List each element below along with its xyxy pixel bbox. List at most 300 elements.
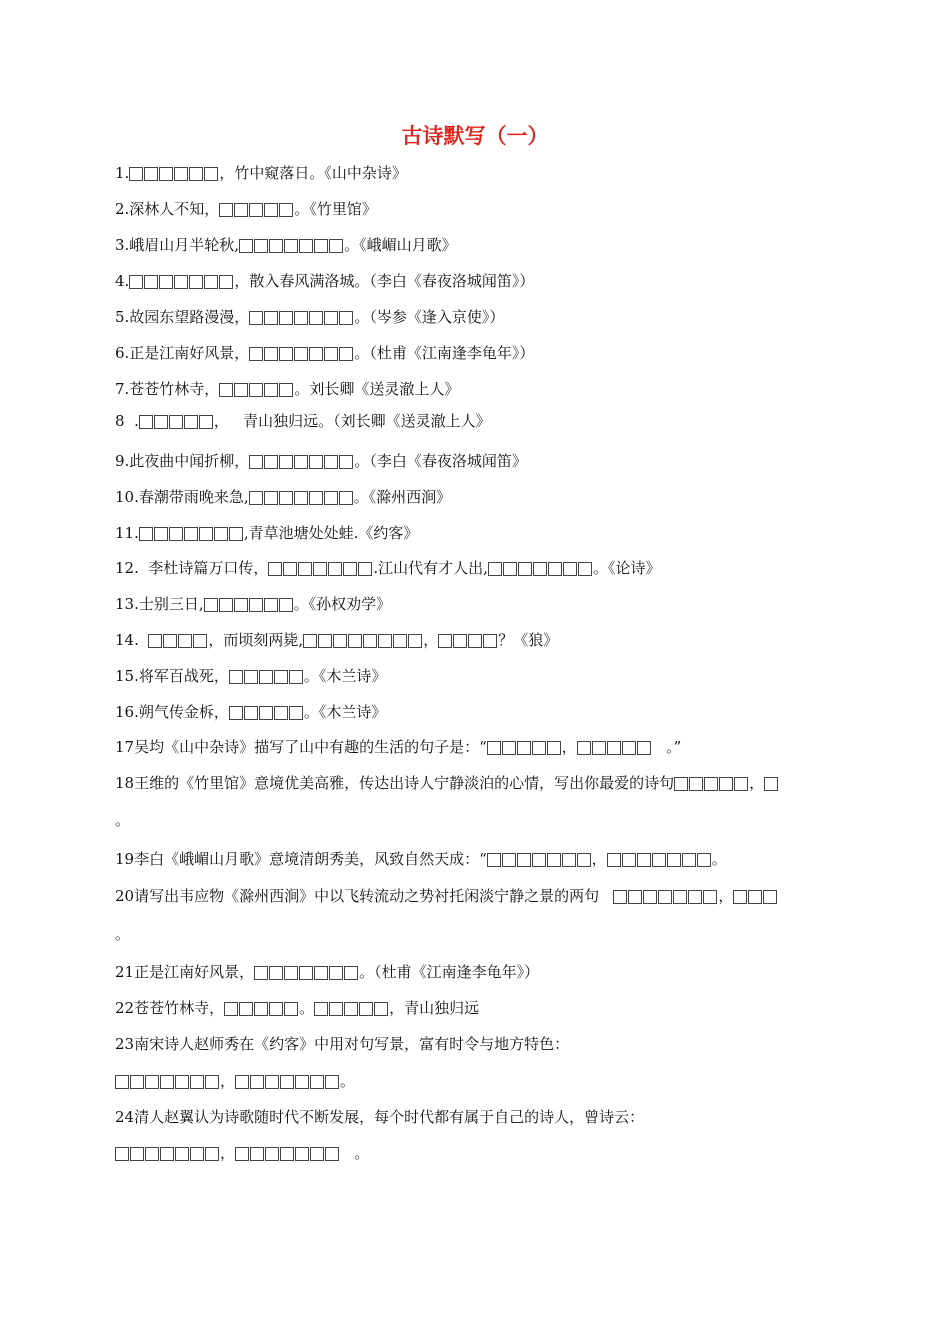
answer-box[interactable] bbox=[502, 853, 516, 867]
answer-box[interactable] bbox=[339, 347, 353, 361]
answer-box[interactable] bbox=[339, 491, 353, 505]
answer-box[interactable] bbox=[294, 491, 308, 505]
answer-box[interactable] bbox=[145, 1075, 159, 1089]
answer-box[interactable] bbox=[689, 777, 703, 791]
answer-box[interactable] bbox=[294, 347, 308, 361]
answer-box[interactable] bbox=[628, 890, 642, 904]
answer-box[interactable] bbox=[163, 634, 177, 648]
answer-box[interactable] bbox=[205, 1075, 219, 1089]
answer-blank[interactable] bbox=[204, 598, 294, 612]
answer-box[interactable] bbox=[548, 562, 562, 576]
answer-box[interactable] bbox=[438, 634, 452, 648]
answer-box[interactable] bbox=[249, 598, 263, 612]
answer-blank[interactable] bbox=[268, 562, 373, 576]
answer-box[interactable] bbox=[295, 1147, 309, 1161]
answer-box[interactable] bbox=[667, 853, 681, 867]
answer-box[interactable] bbox=[234, 598, 248, 612]
answer-box[interactable] bbox=[324, 347, 338, 361]
answer-blank[interactable] bbox=[733, 890, 778, 904]
answer-box[interactable] bbox=[408, 634, 422, 648]
answer-box[interactable] bbox=[344, 1002, 358, 1016]
question-line bbox=[115, 628, 558, 652]
answer-box[interactable] bbox=[139, 415, 153, 429]
answer-box[interactable] bbox=[268, 562, 282, 576]
answer-blank[interactable] bbox=[303, 634, 423, 648]
answer-box[interactable] bbox=[682, 853, 696, 867]
question-line bbox=[115, 305, 504, 329]
question-line bbox=[115, 341, 534, 365]
answer-blank[interactable] bbox=[229, 670, 304, 684]
question-line bbox=[115, 556, 660, 580]
answer-box[interactable] bbox=[333, 634, 347, 648]
answer-box[interactable] bbox=[189, 275, 203, 289]
answer-box[interactable] bbox=[190, 1075, 204, 1089]
answer-box[interactable] bbox=[199, 415, 213, 429]
question-text: ， bbox=[718, 887, 734, 905]
question-text: ，而顷刻两毙, bbox=[208, 631, 304, 649]
answer-box[interactable] bbox=[239, 1002, 253, 1016]
question-text: 。 bbox=[340, 1144, 370, 1162]
answer-box[interactable] bbox=[279, 311, 293, 325]
question-text: 24清人赵翼认为诗歌随时代不断发展，每个时代都有属于自己的诗人，曾诗云： bbox=[115, 1108, 645, 1126]
answer-box[interactable] bbox=[224, 1002, 238, 1016]
answer-box[interactable] bbox=[697, 853, 711, 867]
answer-box[interactable] bbox=[174, 167, 188, 181]
answer-box[interactable] bbox=[324, 491, 338, 505]
answer-box[interactable] bbox=[378, 634, 392, 648]
answer-box[interactable] bbox=[175, 1075, 189, 1089]
answer-blank[interactable] bbox=[139, 415, 214, 429]
answer-box[interactable] bbox=[254, 1002, 268, 1016]
answer-blank[interactable] bbox=[487, 741, 562, 755]
answer-box[interactable] bbox=[190, 1147, 204, 1161]
answer-box[interactable] bbox=[139, 527, 153, 541]
answer-box[interactable] bbox=[339, 455, 353, 469]
answer-box[interactable] bbox=[279, 455, 293, 469]
question-text: 1. bbox=[115, 164, 130, 182]
question-line bbox=[115, 269, 534, 293]
answer-box[interactable] bbox=[159, 275, 173, 289]
answer-blank[interactable] bbox=[764, 777, 779, 791]
answer-box[interactable] bbox=[577, 853, 591, 867]
question-line bbox=[115, 1032, 569, 1056]
answer-box[interactable] bbox=[578, 562, 592, 576]
answer-box[interactable] bbox=[159, 167, 173, 181]
answer-box[interactable] bbox=[517, 853, 531, 867]
answer-box[interactable] bbox=[637, 741, 651, 755]
answer-box[interactable] bbox=[748, 890, 762, 904]
answer-box[interactable] bbox=[174, 275, 188, 289]
answer-blank[interactable] bbox=[488, 562, 593, 576]
answer-box[interactable] bbox=[607, 853, 621, 867]
question-text: 。《木兰诗》 bbox=[303, 667, 387, 685]
answer-box[interactable] bbox=[145, 1147, 159, 1161]
answer-box[interactable] bbox=[204, 598, 218, 612]
answer-box[interactable] bbox=[622, 741, 636, 755]
question-text: 14. bbox=[115, 631, 149, 649]
answer-box[interactable] bbox=[244, 670, 258, 684]
answer-box[interactable] bbox=[219, 275, 233, 289]
answer-box[interactable] bbox=[343, 562, 357, 576]
question-text: 19李白《峨嵋山月歌》意境清朗秀美，风致自然天成：“ bbox=[115, 850, 487, 868]
answer-box[interactable] bbox=[339, 311, 353, 325]
answer-box[interactable] bbox=[734, 777, 748, 791]
question-text: 。” bbox=[651, 738, 682, 756]
answer-box[interactable] bbox=[249, 311, 263, 325]
question-text: ， bbox=[591, 850, 607, 868]
question-line bbox=[115, 197, 377, 221]
answer-box[interactable] bbox=[193, 634, 207, 648]
question-text: 。《竹里馆》 bbox=[294, 200, 377, 218]
answer-blank[interactable] bbox=[674, 777, 749, 791]
answer-box[interactable] bbox=[294, 455, 308, 469]
answer-box[interactable] bbox=[274, 670, 288, 684]
answer-box[interactable] bbox=[453, 634, 467, 648]
answer-box[interactable] bbox=[130, 1075, 144, 1089]
answer-box[interactable] bbox=[250, 1075, 264, 1089]
answer-box[interactable] bbox=[239, 239, 253, 253]
answer-box[interactable] bbox=[517, 741, 531, 755]
answer-box[interactable] bbox=[264, 311, 278, 325]
answer-box[interactable] bbox=[393, 634, 407, 648]
answer-box[interactable] bbox=[264, 383, 278, 397]
answer-box[interactable] bbox=[329, 1002, 343, 1016]
question-line bbox=[115, 960, 539, 984]
answer-box[interactable] bbox=[764, 777, 778, 791]
question-text: .江山代有才人出, bbox=[373, 559, 488, 577]
question-text: 。（李白《春夜洛城闻笛》 bbox=[354, 452, 527, 470]
answer-box[interactable] bbox=[115, 1147, 129, 1161]
question-text: 。 bbox=[115, 925, 131, 943]
question-text: 。刘长卿《送灵澈上人》 bbox=[294, 380, 460, 398]
answer-blank[interactable] bbox=[613, 890, 718, 904]
answer-box[interactable] bbox=[344, 966, 358, 980]
answer-box[interactable] bbox=[328, 562, 342, 576]
answer-box[interactable] bbox=[733, 890, 747, 904]
answer-box[interactable] bbox=[280, 1147, 294, 1161]
answer-blank[interactable] bbox=[219, 203, 294, 217]
question-text: ， bbox=[220, 1144, 236, 1162]
answer-box[interactable] bbox=[318, 634, 332, 648]
answer-box[interactable] bbox=[329, 239, 343, 253]
answer-box[interactable] bbox=[249, 491, 263, 505]
answer-box[interactable] bbox=[130, 1147, 144, 1161]
answer-box[interactable] bbox=[643, 890, 657, 904]
answer-box[interactable] bbox=[279, 383, 293, 397]
question-line bbox=[115, 735, 681, 759]
answer-box[interactable] bbox=[487, 741, 501, 755]
answer-box[interactable] bbox=[219, 203, 233, 217]
answer-box[interactable] bbox=[144, 275, 158, 289]
answer-box[interactable] bbox=[265, 1075, 279, 1089]
answer-box[interactable] bbox=[329, 966, 343, 980]
answer-box[interactable] bbox=[249, 383, 263, 397]
question-text: 15.将军百战死， bbox=[115, 667, 229, 685]
answer-box[interactable] bbox=[234, 383, 248, 397]
answer-box[interactable] bbox=[249, 455, 263, 469]
answer-box[interactable] bbox=[219, 383, 233, 397]
question-line bbox=[115, 377, 459, 401]
answer-box[interactable] bbox=[178, 634, 192, 648]
answer-box[interactable] bbox=[502, 741, 516, 755]
answer-box[interactable] bbox=[144, 167, 158, 181]
answer-box[interactable] bbox=[175, 1147, 189, 1161]
answer-box[interactable] bbox=[279, 491, 293, 505]
answer-blank[interactable] bbox=[235, 1147, 340, 1161]
question-line bbox=[115, 1141, 369, 1165]
question-line bbox=[115, 161, 407, 185]
answer-box[interactable] bbox=[265, 1147, 279, 1161]
answer-box[interactable] bbox=[204, 275, 218, 289]
question-line bbox=[115, 1105, 644, 1129]
answer-box[interactable] bbox=[314, 239, 328, 253]
answer-blank[interactable] bbox=[607, 853, 712, 867]
answer-blank[interactable] bbox=[487, 853, 592, 867]
answer-box[interactable] bbox=[652, 853, 666, 867]
question-line bbox=[115, 922, 130, 946]
answer-box[interactable] bbox=[295, 1075, 309, 1089]
question-text: 。 bbox=[340, 1072, 356, 1090]
answer-box[interactable] bbox=[358, 562, 372, 576]
answer-box[interactable] bbox=[483, 634, 497, 648]
answer-blank[interactable] bbox=[129, 275, 234, 289]
answer-box[interactable] bbox=[154, 415, 168, 429]
question-text: 。 bbox=[711, 850, 727, 868]
answer-box[interactable] bbox=[235, 1075, 249, 1089]
question-text: 。《论诗》 bbox=[592, 559, 661, 577]
answer-box[interactable] bbox=[184, 527, 198, 541]
question-line bbox=[115, 521, 418, 545]
answer-box[interactable] bbox=[280, 1075, 294, 1089]
answer-box[interactable] bbox=[688, 890, 702, 904]
answer-box[interactable] bbox=[359, 1002, 373, 1016]
answer-blank[interactable] bbox=[577, 741, 652, 755]
answer-box[interactable] bbox=[673, 890, 687, 904]
answer-box[interactable] bbox=[314, 966, 328, 980]
answer-box[interactable] bbox=[284, 1002, 298, 1016]
answer-box[interactable] bbox=[613, 890, 627, 904]
answer-box[interactable] bbox=[249, 203, 263, 217]
answer-box[interactable] bbox=[518, 562, 532, 576]
question-text: ， bbox=[220, 1072, 236, 1090]
answer-box[interactable] bbox=[264, 598, 278, 612]
answer-box[interactable] bbox=[314, 1002, 328, 1016]
question-line bbox=[115, 592, 391, 616]
answer-box[interactable] bbox=[719, 777, 733, 791]
answer-box[interactable] bbox=[129, 275, 143, 289]
answer-blank[interactable] bbox=[224, 1002, 299, 1016]
answer-blank[interactable] bbox=[139, 527, 244, 541]
question-text: 17吴均《山中杂诗》描写了山中有趣的生活的句子是：“ bbox=[115, 738, 487, 756]
answer-box[interactable] bbox=[607, 741, 621, 755]
answer-blank[interactable] bbox=[115, 1147, 220, 1161]
question-text: 6.正是江南好风景， bbox=[115, 344, 250, 362]
answer-box[interactable] bbox=[703, 890, 717, 904]
question-text: 10.春潮带雨晚来急, bbox=[115, 488, 249, 506]
answer-box[interactable] bbox=[309, 455, 323, 469]
answer-box[interactable] bbox=[160, 1075, 174, 1089]
answer-box[interactable] bbox=[547, 853, 561, 867]
answer-box[interactable] bbox=[309, 311, 323, 325]
page-title: 古诗默写（一） bbox=[401, 124, 549, 148]
answer-box[interactable] bbox=[289, 670, 303, 684]
answer-blank[interactable] bbox=[254, 966, 359, 980]
answer-box[interactable] bbox=[279, 203, 293, 217]
answer-box[interactable] bbox=[468, 634, 482, 648]
answer-box[interactable] bbox=[115, 1075, 129, 1089]
answer-box[interactable] bbox=[279, 598, 293, 612]
answer-box[interactable] bbox=[299, 966, 313, 980]
answer-blank[interactable] bbox=[129, 167, 219, 181]
question-text: 21正是江南好风景， bbox=[115, 963, 255, 981]
answer-box[interactable] bbox=[325, 1075, 339, 1089]
answer-box[interactable] bbox=[562, 853, 576, 867]
answer-box[interactable] bbox=[169, 415, 183, 429]
answer-box[interactable] bbox=[154, 527, 168, 541]
question-line bbox=[115, 771, 779, 795]
answer-blank[interactable] bbox=[249, 347, 354, 361]
answer-box[interactable] bbox=[487, 853, 501, 867]
answer-box[interactable] bbox=[313, 562, 327, 576]
answer-box[interactable] bbox=[325, 1147, 339, 1161]
question-text: 18王维的《竹里馆》意境优美高雅，传达出诗人宁静淡泊的心情，写出你最爱的诗句 bbox=[115, 774, 675, 792]
answer-box[interactable] bbox=[254, 966, 268, 980]
question-line bbox=[115, 1069, 355, 1093]
answer-box[interactable] bbox=[219, 598, 233, 612]
question-line bbox=[115, 449, 527, 473]
question-text: ，散入春风满洛城。（李白《春夜洛城闻笛》） bbox=[234, 272, 535, 290]
answer-box[interactable] bbox=[577, 741, 591, 755]
answer-box[interactable] bbox=[294, 311, 308, 325]
answer-box[interactable] bbox=[199, 527, 213, 541]
answer-blank[interactable] bbox=[239, 239, 344, 253]
answer-box[interactable] bbox=[129, 167, 143, 181]
answer-box[interactable] bbox=[284, 966, 298, 980]
answer-blank[interactable] bbox=[229, 706, 304, 720]
answer-box[interactable] bbox=[298, 562, 312, 576]
answer-box[interactable] bbox=[269, 1002, 283, 1016]
answer-box[interactable] bbox=[532, 853, 546, 867]
answer-box[interactable] bbox=[704, 777, 718, 791]
question-text: ，竹中窥落日。《山中杂诗》 bbox=[219, 164, 407, 182]
answer-blank[interactable] bbox=[438, 634, 498, 648]
answer-box[interactable] bbox=[259, 706, 273, 720]
answer-box[interactable] bbox=[264, 347, 278, 361]
answer-box[interactable] bbox=[622, 853, 636, 867]
answer-box[interactable] bbox=[169, 527, 183, 541]
answer-box[interactable] bbox=[363, 634, 377, 648]
answer-box[interactable] bbox=[274, 706, 288, 720]
answer-box[interactable] bbox=[214, 527, 228, 541]
answer-blank[interactable] bbox=[249, 455, 354, 469]
question-line bbox=[115, 884, 778, 908]
answer-box[interactable] bbox=[533, 562, 547, 576]
question-line bbox=[115, 485, 451, 509]
answer-blank[interactable] bbox=[235, 1075, 340, 1089]
answer-box[interactable] bbox=[250, 1147, 264, 1161]
answer-box[interactable] bbox=[184, 415, 198, 429]
answer-box[interactable] bbox=[299, 239, 313, 253]
answer-box[interactable] bbox=[592, 741, 606, 755]
question-text: 13.士别三日, bbox=[115, 595, 204, 613]
answer-box[interactable] bbox=[563, 562, 577, 576]
question-text: 。（岑参《逢入京使》） bbox=[354, 308, 505, 326]
answer-box[interactable] bbox=[204, 167, 218, 181]
answer-box[interactable] bbox=[235, 1147, 249, 1161]
answer-box[interactable] bbox=[674, 777, 688, 791]
answer-box[interactable] bbox=[229, 527, 243, 541]
answer-box[interactable] bbox=[254, 239, 268, 253]
answer-box[interactable] bbox=[532, 741, 546, 755]
answer-blank[interactable] bbox=[249, 311, 354, 325]
question-text: 。《木兰诗》 bbox=[303, 703, 387, 721]
answer-box[interactable] bbox=[310, 1147, 324, 1161]
answer-box[interactable] bbox=[310, 1075, 324, 1089]
answer-blank[interactable] bbox=[148, 634, 208, 648]
answer-blank[interactable] bbox=[219, 383, 294, 397]
answer-box[interactable] bbox=[374, 1002, 388, 1016]
answer-box[interactable] bbox=[249, 347, 263, 361]
answer-box[interactable] bbox=[283, 562, 297, 576]
answer-box[interactable] bbox=[303, 634, 317, 648]
question-text: 20请写出韦应物《滁州西涧》中以飞转流动之势衬托闲淡宁静之景的两句 bbox=[115, 887, 614, 905]
answer-box[interactable] bbox=[229, 706, 243, 720]
answer-box[interactable] bbox=[205, 1147, 219, 1161]
question-text: 16.朔气传金柝， bbox=[115, 703, 229, 721]
answer-box[interactable] bbox=[269, 239, 283, 253]
answer-box[interactable] bbox=[503, 562, 517, 576]
answer-box[interactable] bbox=[284, 239, 298, 253]
question-text: 。（杜甫《江南逢李龟年》） bbox=[359, 963, 540, 981]
question-line bbox=[115, 808, 130, 832]
question-text: 22苍苍竹林寺， bbox=[115, 999, 225, 1017]
answer-box[interactable] bbox=[324, 311, 338, 325]
answer-box[interactable] bbox=[324, 455, 338, 469]
answer-box[interactable] bbox=[234, 203, 248, 217]
answer-box[interactable] bbox=[160, 1147, 174, 1161]
answer-box[interactable] bbox=[289, 706, 303, 720]
answer-box[interactable] bbox=[488, 562, 502, 576]
answer-box[interactable] bbox=[264, 203, 278, 217]
answer-box[interactable] bbox=[637, 853, 651, 867]
answer-box[interactable] bbox=[189, 167, 203, 181]
question-text: 12. 李杜诗篇万口传， bbox=[115, 559, 269, 577]
answer-box[interactable] bbox=[763, 890, 777, 904]
answer-box[interactable] bbox=[229, 670, 243, 684]
answer-box[interactable] bbox=[264, 491, 278, 505]
question-text: ， bbox=[749, 774, 765, 792]
answer-box[interactable] bbox=[259, 670, 273, 684]
question-text: ，青山独归远 bbox=[389, 999, 480, 1017]
question-line bbox=[115, 996, 479, 1020]
answer-box[interactable] bbox=[309, 347, 323, 361]
answer-blank[interactable] bbox=[314, 1002, 389, 1016]
answer-box[interactable] bbox=[148, 634, 162, 648]
question-text: 7.苍苍竹林寺， bbox=[115, 380, 220, 398]
answer-blank[interactable] bbox=[115, 1075, 220, 1089]
answer-box[interactable] bbox=[269, 966, 283, 980]
answer-box[interactable] bbox=[547, 741, 561, 755]
question-text: ,青草池塘处处蛙.《约客》 bbox=[243, 524, 419, 542]
answer-box[interactable] bbox=[264, 455, 278, 469]
answer-blank[interactable] bbox=[249, 491, 354, 505]
answer-box[interactable] bbox=[279, 347, 293, 361]
answer-box[interactable] bbox=[658, 890, 672, 904]
answer-box[interactable] bbox=[309, 491, 323, 505]
answer-box[interactable] bbox=[348, 634, 362, 648]
question-text: ， bbox=[561, 738, 577, 756]
answer-box[interactable] bbox=[244, 706, 258, 720]
